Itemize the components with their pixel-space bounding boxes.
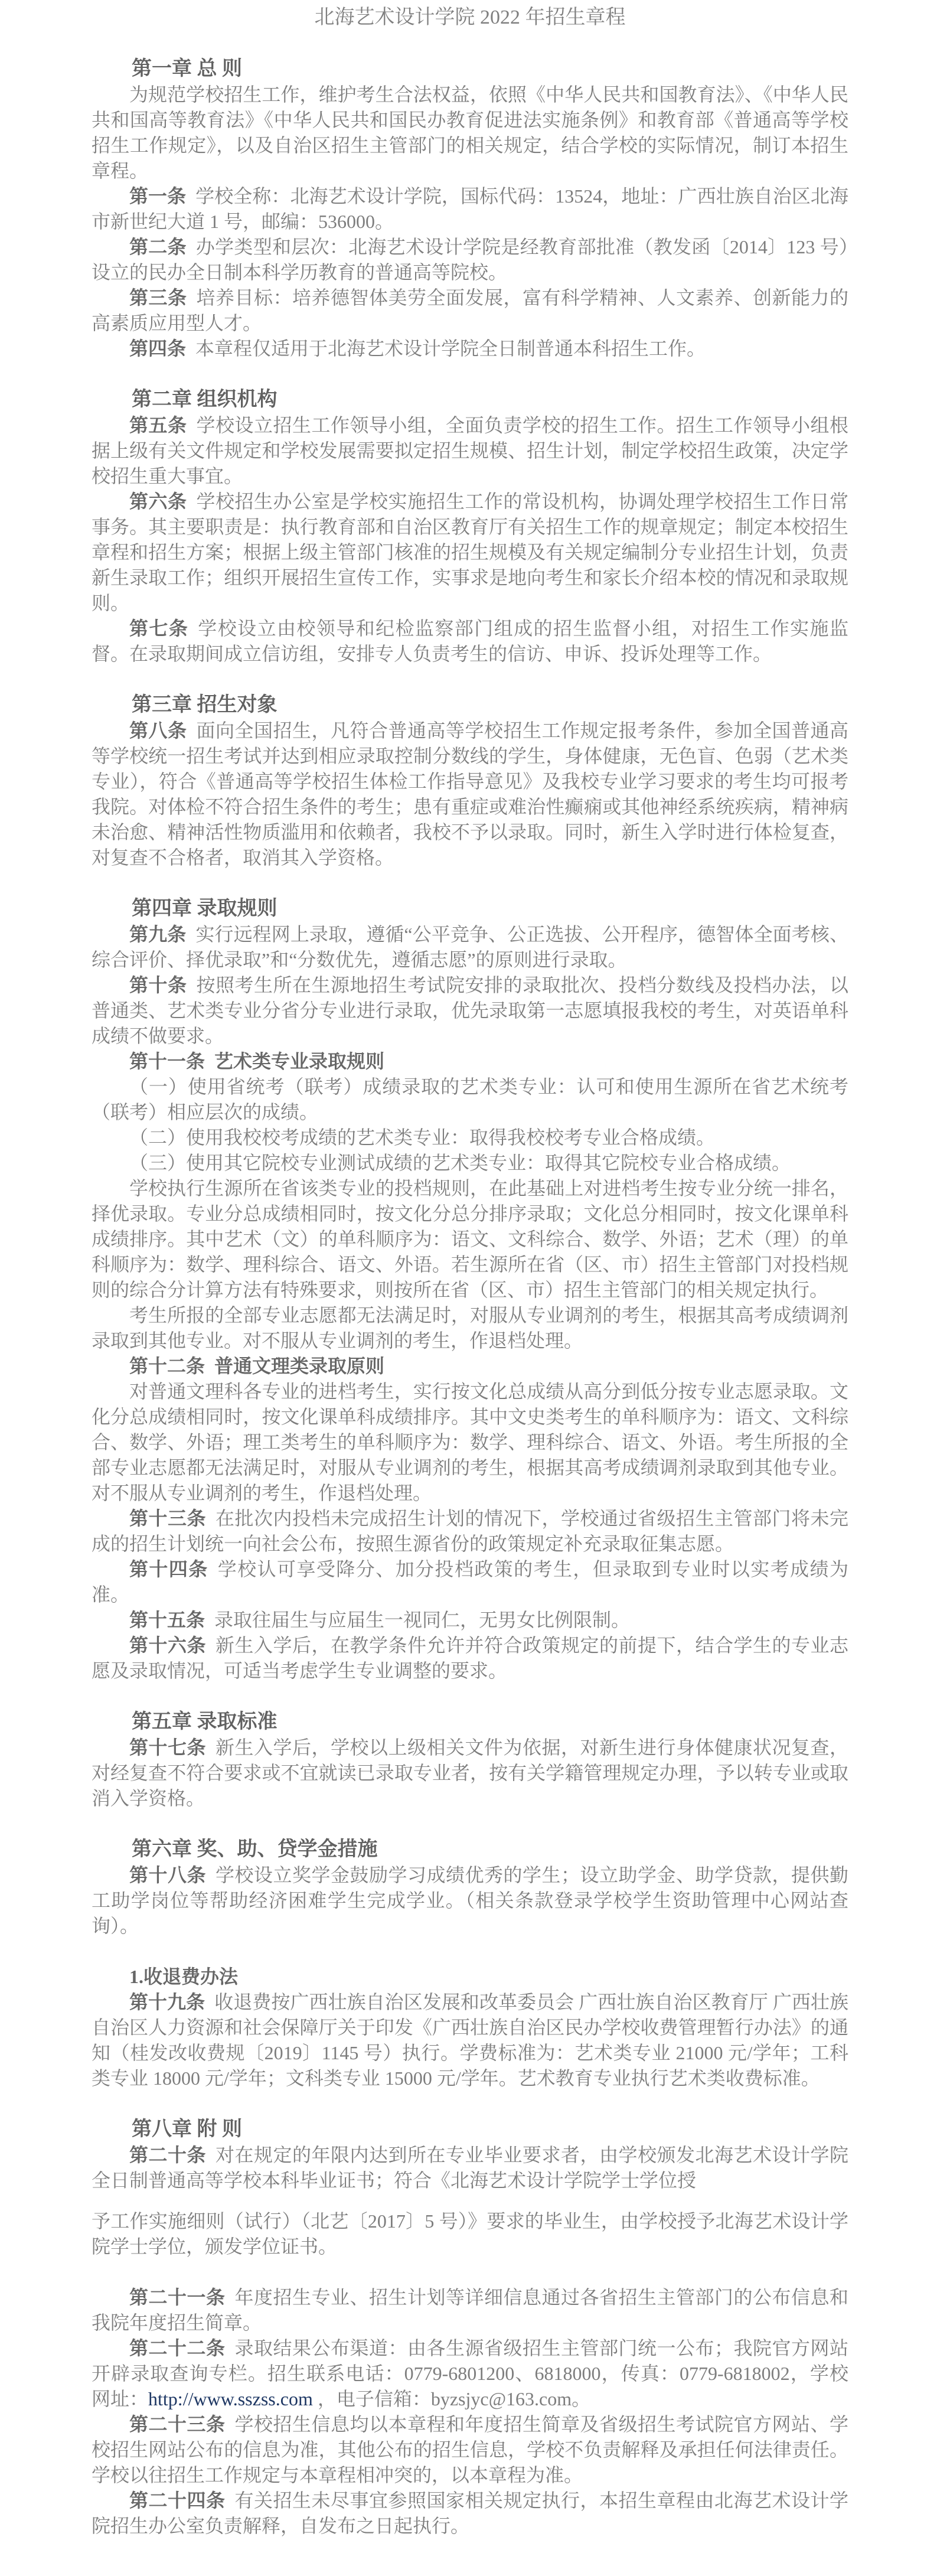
article-number: 第二十三条 (129, 2414, 226, 2435)
article-number: 第七条 (129, 618, 189, 639)
paragraph (92, 616, 848, 667)
paragraph (92, 2488, 848, 2539)
paragraph-text: 普通文理类录取原则 (214, 1355, 385, 1377)
article-number: 第二十二条 (129, 2337, 226, 2359)
paragraph-text: （一）使用省统考（联考）成绩录取的艺术类专业：认可和使用生源所在省艺术统考（联考）相应层次的成绩。 (92, 1076, 848, 1123)
paragraph-text: （三）使用其它院校专业测试成绩的艺术类专业：取得其它院校专业合格成绩。 (129, 1152, 791, 1173)
chapter-heading: 第八章 附 则 (132, 2118, 242, 2140)
paragraph (92, 1506, 848, 1557)
paragraph (92, 1176, 848, 1303)
paragraph-text: 考生所报的全部专业志愿都无法满足时，对服从专业调剂的考生，根据其高考成绩调剂录取到其他专业。对不服从专业调剂的考生，作退档处理。 (92, 1305, 848, 1351)
paragraph-text: 学校招生信息均以本章程和年度招生简章及省级招生考试院官方网站、学校招生网站公布的信息为准，其他公布的招生信息，学校不负责解释及承担任何法律责任。学校以往招生工作规定与本章程相冲突的，以本章程为准。 (92, 2414, 848, 2486)
paragraph (92, 413, 848, 489)
paragraph (92, 2412, 848, 2488)
article-number: 第二条 (129, 236, 187, 257)
paragraph (92, 2285, 848, 2336)
paragraph (92, 2336, 848, 2412)
paragraph-text: 在批次内投档未完成招生计划的情况下，学校通过省级招生主管部门将未完成的招生计划统一向社会公布，按照生源省份的政策规定补充录取征集志愿。 (92, 1508, 848, 1554)
paragraph (92, 1633, 848, 1684)
chapter-heading: 第五章 录取标准 (132, 1711, 277, 1733)
article-number: 第二十一条 (129, 2287, 226, 2308)
article-number: 第十六条 (129, 1635, 206, 1656)
paragraph (92, 1150, 848, 1176)
chapter-heading: 第三章 招生对象 (132, 694, 277, 716)
paragraph (92, 1354, 848, 1379)
paragraph (92, 1863, 848, 1939)
paragraph (92, 82, 848, 184)
article-number: 第十九条 (129, 1991, 205, 2013)
paragraph-text: 新生入学后，在教学条件允许并符合政策规定的前提下，结合学生的专业志愿及录取情况，可适当考虑学生专业调整的要求。 (92, 1635, 848, 1681)
paragraph (92, 1125, 848, 1150)
school-website-link[interactable]: http://www.sszss.com (148, 2388, 313, 2409)
article-number: 第八条 (129, 720, 187, 741)
paragraph-text: ，电子信箱：byzsjyc@163.com。 (312, 2388, 591, 2409)
paragraph-text: 学校设立招生工作领导小组，全面负责学校的招生工作。招生工作领导小组根据上级有关文件规定和学校发展需要拟定招生规模、招生计划，制定学校招生政策，决定学校招生重大事宜。 (92, 415, 848, 487)
paragraph-text: 予工作实施细则（试行）（北艺〔2017〕5 号）》要求的毕业生，由学校授予北海艺术设计学院学士学位，颁发学位证书。 (92, 2210, 848, 2257)
paragraph-text: 按照考生所在生源地招生考试院安排的录取批次、投档分数线及投档办法，以普通类、艺术类专业分省分专业进行录取，优先录取第一志愿填报我校的考生，对英语单科成绩不做要求。 (92, 974, 848, 1046)
paragraph-text: 艺术类专业录取规则 (214, 1051, 385, 1072)
article-number: 第十八条 (129, 1864, 206, 1886)
paragraph (92, 1379, 848, 1506)
paragraph (92, 1990, 848, 2091)
paragraph (92, 285, 848, 336)
article-number: 第十七条 (129, 1737, 206, 1758)
page-title: 北海艺术设计学院 2022 年招生章程 (314, 6, 626, 28)
paragraph-text: （二）使用我校校考成绩的艺术类专业：取得我校校考专业合格成绩。 (129, 1127, 716, 1148)
paragraph-text: 办学类型和层次：北海艺术设计学院是经教育部批准（教发函〔2014〕123 号）设立的民办全日制本科学历教育的普通高等院校。 (92, 236, 848, 283)
paragraph (92, 489, 848, 616)
paragraph-text: 面向全国招生，凡符合普通高等学校招生工作规定报考条件，参加全国普通高等学校统一招生考试并达到相应录取控制分数线的学生，身体健康，无色盲、色弱（艺术类专业），符合《普通高等学校招生体检工作指导意见》及我校专业学习要求的考生均可报考我院。对体检不符合招生条件的考生；患有重症或难治性癫痫或其他神经系统疾病，精神病未治愈、精神活性物质滥用和依赖者，我校不予以录取。同时，新生入学时进行体检复查，对复查不合格者，取消其入学资格。 (92, 720, 848, 868)
article-number: 第十三条 (129, 1508, 206, 1529)
paragraph-text: 学校设立由校领导和纪检监察部门组成的招生监督小组，对招生工作实施监督。在录取期间成立信访组，安排专人负责考生的信访、申诉、投诉处理等工作。 (92, 618, 848, 664)
paragraph (92, 1607, 848, 1633)
paragraph-text: 新生入学后，学校以上级相关文件为依据，对新生进行身体健康状况复查，对经复查不符合要求或不宜就读已录取专业者，按有关学籍管理规定办理，予以转专业或取消入学资格。 (92, 1737, 848, 1809)
chapter-heading: 第六章 奖、助、贷学金措施 (132, 1838, 378, 1860)
article-number: 第六条 (129, 491, 187, 512)
paragraph (92, 234, 848, 285)
paragraph-text: 本章程仅适用于北海艺术设计学院全日制普通本科招生工作。 (195, 338, 706, 359)
paragraph-text: 收退费按广西壮族自治区发展和改革委员会 广西壮族自治区教育厅 广西壮族自治区人力资源和社会保障厅关于印发《广西壮族自治区民办学校收费管理暂行办法》的通知（桂发改收费规〔2019〕1145 号）执行。学费标准为：艺术类专业 21000 元/学年；工科类专业 18000 元/学年；文科类专业 15000 元/学年。艺术教育专业执行艺术类收费标准。 (92, 1991, 848, 2089)
article-number: 第十条 (129, 974, 187, 996)
paragraph-text: 学校认可享受降分、加分投档政策的考生，但录取到专业时以实考成绩为准。 (92, 1558, 848, 1605)
paragraph (92, 1049, 848, 1074)
paragraph (92, 1735, 848, 1811)
article-number: 第十四条 (129, 1558, 208, 1580)
chapter-heading: 第二章 组织机构 (132, 389, 277, 410)
article-number: 第五条 (129, 415, 187, 436)
paragraph (92, 922, 848, 973)
paragraph-text: 对普通文理科各专业的进档考生，实行按文化总成绩从高分到低分按专业志愿录取。文化分总成绩相同时，按文化课单科成绩排序。其中文史类考生的单科顺序为：语文、文科综合、数学、外语；理工类考生的单科顺序为：数学、理科综合、语文、外语。考生所报的全部专业志愿都无法满足时，对服从专业调剂的考生，根据其高考成绩调剂录取到其他专业。对不服从专业调剂的考生，作退档处理。 (92, 1381, 848, 1504)
paragraph (92, 336, 848, 361)
paragraph (92, 718, 848, 870)
paragraph (92, 1964, 848, 1990)
paragraph-text: 为规范学校招生工作，维护考生合法权益，依照《中华人民共和国教育法》、《中华人民共和国高等教育法》《中华人民共和国民办教育促进法实施条例》和教育部《普通高等学校招生工作规定》，以及自治区招生主管部门的相关规定，结合学校的实际情况，制订本招生章程。 (92, 84, 848, 181)
paragraph (92, 2143, 848, 2193)
paragraph (92, 2209, 848, 2259)
paragraph-text: 年度招生专业、招生计划等详细信息通过各省招生主管部门的公布信息和我院年度招生简章。 (92, 2287, 848, 2333)
article-number: 第二十四条 (129, 2490, 226, 2511)
paragraph-text: 学校全称：北海艺术设计学院，国标代码：13524，地址：广西壮族自治区北海市新世纪大道 1 号，邮编：536000。 (92, 185, 848, 232)
paragraph-text: 实行远程网上录取，遵循“公平竞争、公正选拔、公开程序，德智体全面考核、综合评价、择优录取”和“分数优先，遵循志愿”的原则进行录取。 (92, 924, 848, 970)
chapter-heading: 第四章 录取规则 (132, 898, 277, 919)
paragraph-text: 录取往届生与应届生一视同仁，无男女比例限制。 (214, 1609, 631, 1631)
paragraph (92, 1303, 848, 1354)
article-number: 第二十条 (129, 2144, 206, 2166)
paragraph-text: 培养目标：培养德智体美劳全面发展，富有科学精神、人文素养、创新能力的高素质应用型人才。 (92, 287, 848, 334)
paragraph-text: 录取结果公布渠道：由各生源省级招生主管部门统一公布；我院官方网站开辟录取查询专栏。招生联系电话：0779-6801200、6818000，传真：0779-6818002，学校网址： (92, 2337, 848, 2409)
paragraph-text: 学校执行生源所在省该类专业的投档规则，在此基础上对进档考生按专业分统一排名，择优录取。专业分总成绩相同时，按文化分总分排序录取；文化总分相同时，按文化课单科成绩排序。其中艺术（文）的单科顺序为：语文、文科综合、数学、外语；艺术（理）的单科顺序为：数学、理科综合、语文、外语。若生源所在省（区、市）招生主管部门对投档规则的综合分计算方法有特殊要求，则按所在省（区、市）招生主管部门的相关规定执行。 (92, 1178, 848, 1300)
paragraph (92, 1074, 848, 1125)
paragraph-text: 有关招生未尽事宜参照国家相关规定执行，本招生章程由北海艺术设计学院招生办公室负责解释，自发布之日起执行。 (92, 2490, 848, 2536)
paragraph-text: 学校招生办公室是学校实施招生工作的常设机构，协调处理学校招生工作日常事务。其主要职责是：执行教育部和自治区教育厅有关招生工作的规章规定；制定本校招生章程和招生方案；根据上级主管部门核准的招生规模及有关规定编制分专业招生计划，负责新生录取工作；组织开展招生宣传工作，实事求是地向考生和家长介绍本校的情况和录取规则。 (92, 491, 848, 614)
paragraph-text: 对在规定的年限内达到所在专业毕业要求者，由学校颁发北海艺术设计学院全日制普通高等学校本科毕业证书；符合《北海艺术设计学院学士学位授 (92, 2144, 848, 2191)
paragraph-text: 学校设立奖学金鼓励学习成绩优秀的学生；设立助学金、助学贷款，提供勤工助学岗位等帮助经济困难学生完成学业。（相关条款登录学校学生资助管理中心网站查询）。 (92, 1864, 848, 1936)
article-number: 第十一条 (129, 1051, 205, 1072)
article-number: 第一条 (129, 185, 187, 207)
article-number: 第四条 (129, 338, 187, 359)
paragraph (92, 184, 848, 234)
article-number: 第十二条 (129, 1355, 205, 1377)
paragraph (92, 973, 848, 1049)
article-number: 第九条 (129, 924, 187, 945)
article-number: 第十五条 (129, 1609, 205, 1631)
article-number: 第三条 (129, 287, 187, 308)
chapter-heading: 第一章 总 则 (132, 58, 242, 80)
paragraph (92, 1557, 848, 1607)
paragraph-text: 1.收退费办法 (129, 1966, 239, 1987)
